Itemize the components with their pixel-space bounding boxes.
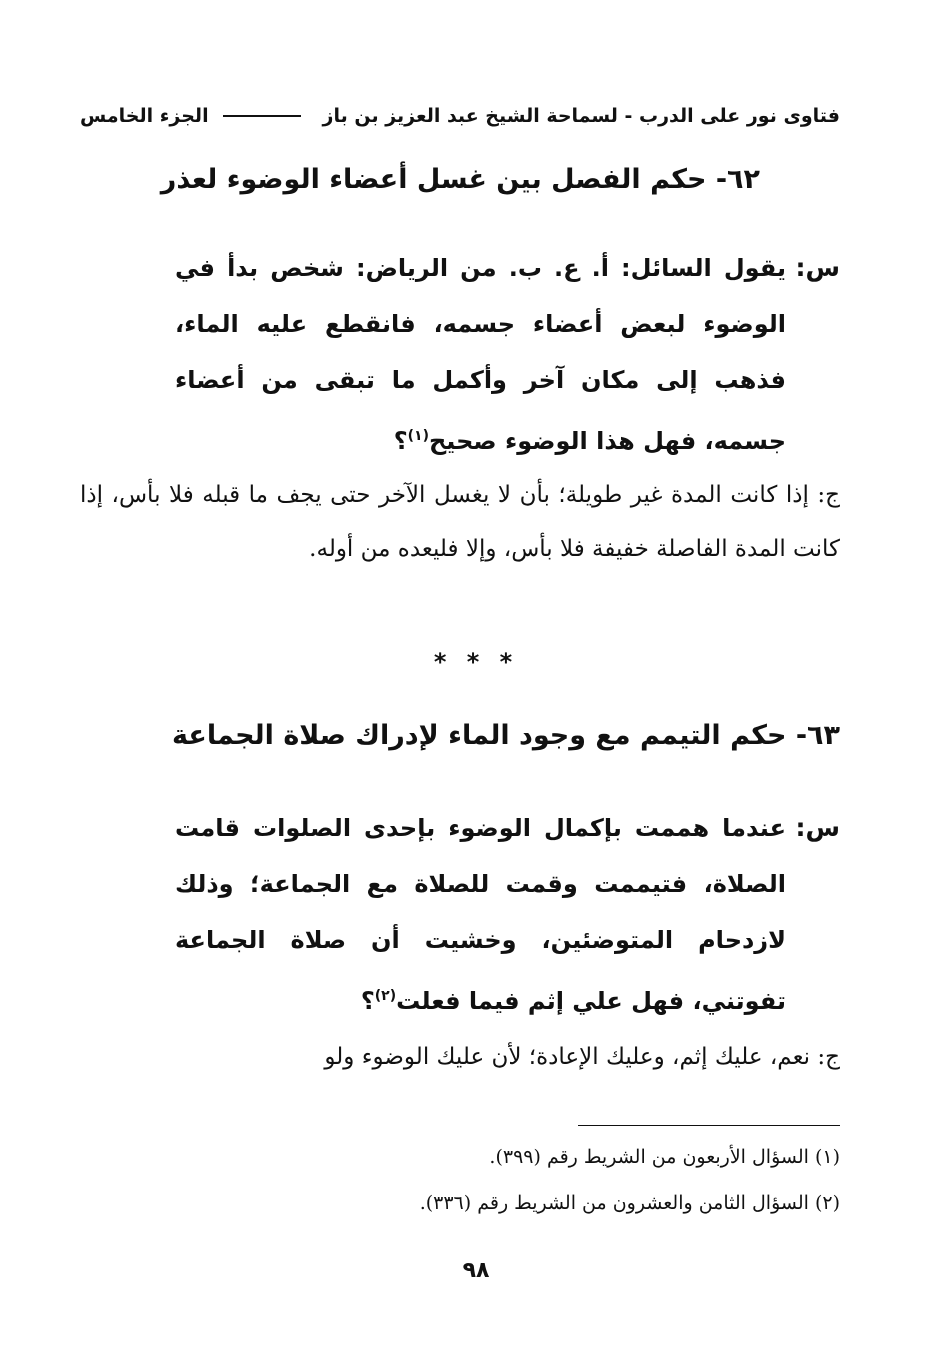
answer-text: إذا كانت المدة غير طويلة؛ بأن لا يغسل الآخر حتى يجف ما قبله فلا بأس، إذا كانت المدة الفاصلة خفيفة فلا بأس، وإلا فليعده من أوله. bbox=[80, 482, 840, 562]
section-62-question bbox=[80, 240, 840, 469]
volume-group bbox=[80, 105, 307, 127]
section-63-answer bbox=[80, 1030, 840, 1084]
header-rule bbox=[223, 115, 301, 117]
question-text bbox=[80, 800, 786, 1029]
answer-label: ج: bbox=[817, 482, 841, 508]
footnotes bbox=[80, 1134, 840, 1226]
footnote-ref: (١) bbox=[407, 428, 429, 444]
section-62-title: ٦٢- حكم الفصل بين غسل أعضاء الوضوء لعذر bbox=[160, 164, 760, 195]
question-mark: ؟ bbox=[393, 427, 408, 455]
section-62-answer bbox=[80, 468, 840, 576]
question-body: يقول السائل: أ. ع. ب. من الرياض: شخص بدأ في الوضوء لبعض أعضاء جسمه، فانقطع عليه الماء، فذهب إلى مكان آخر وأكمل ما تبقى من أعضاء جسمه، فهل هذا الوضوء صحيح bbox=[175, 254, 786, 455]
question-label: س: bbox=[795, 253, 840, 282]
section-63-question bbox=[80, 800, 840, 1029]
footnote-2: (٢) السؤال الثامن والعشرون من الشريط رقم (٣٣٦). bbox=[419, 1192, 840, 1214]
question-label: س: bbox=[795, 813, 840, 842]
volume-label: الجزء الخامس bbox=[80, 105, 209, 127]
answer-label: ج: bbox=[817, 1044, 840, 1070]
question-body: عندما هممت بإكمال الوضوء بإحدى الصلوات قامت الصلاة، فتيممت وقمت للصلاة مع الجماعة؛ وذلك لازدحام المتوضئين، وخشيت أن صلاة الجماعة تفوتني، فهل علي إثم فيما فعلت bbox=[175, 814, 786, 1015]
answer-text: نعم، عليك إثم، وعليك الإعادة؛ لأن عليك الوضوء ولو bbox=[324, 1044, 811, 1070]
section-63-title: ٦٣- حكم التيمم مع وجود الماء لإدراك صلاة الجماعة bbox=[172, 720, 840, 751]
question-mark: ؟ bbox=[360, 987, 375, 1015]
footnote-ref: (٢) bbox=[374, 988, 397, 1004]
section-separator: * * * bbox=[433, 648, 519, 676]
running-header bbox=[80, 98, 840, 134]
question-text bbox=[80, 240, 786, 469]
page-number: ٩٨ bbox=[462, 1258, 490, 1283]
footnote-1: (١) السؤال الأربعون من الشريط رقم (٣٩٩). bbox=[489, 1146, 840, 1168]
footnote-rule bbox=[578, 1125, 840, 1126]
book-title: فتاوى نور على الدرب - لسماحة الشيخ عبد العزيز بن باز bbox=[322, 105, 840, 127]
